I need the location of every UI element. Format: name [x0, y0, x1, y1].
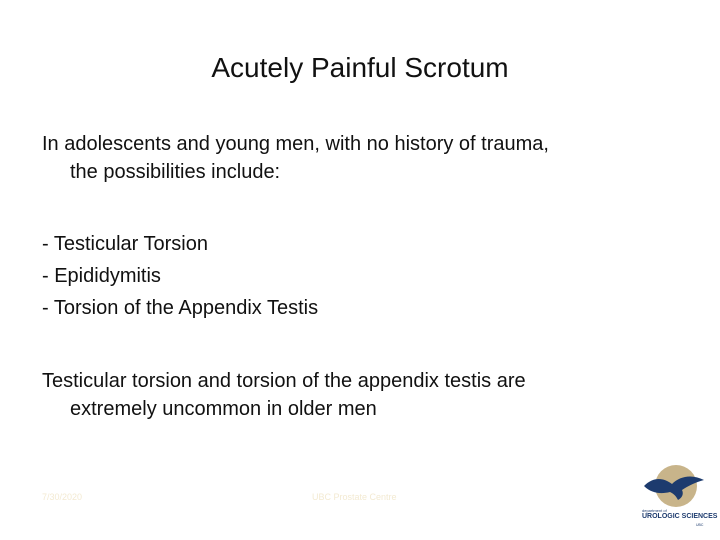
intro-line-1: In adolescents and young men, with no history of trauma,	[42, 133, 549, 155]
intro-paragraph	[42, 130, 682, 186]
list-item: - Testicular Torsion	[42, 233, 208, 255]
eagle-logo-icon	[636, 464, 716, 534]
footer-date: 7/30/2020	[42, 492, 83, 502]
urologic-sciences-logo	[636, 464, 716, 534]
closing-paragraph	[42, 367, 682, 423]
closing-line-2: extremely uncommon in older men	[70, 398, 377, 420]
intro-line-2: the possibilities include:	[70, 161, 281, 183]
closing-line-1: Testicular torsion and torsion of the appendix testis are	[42, 370, 526, 392]
list-item: - Torsion of the Appendix Testis	[42, 297, 319, 319]
logo-org: UBC	[696, 523, 704, 527]
list-item: - Epididymitis	[42, 265, 161, 287]
logo-name: UROLOGIC SCIENCES	[642, 513, 718, 520]
possibilities-list	[42, 228, 318, 324]
slide-title: Acutely Painful Scrotum	[211, 52, 509, 83]
logo-department: department of	[642, 508, 667, 513]
footer-center-text: UBC Prostate Centre	[312, 492, 397, 502]
